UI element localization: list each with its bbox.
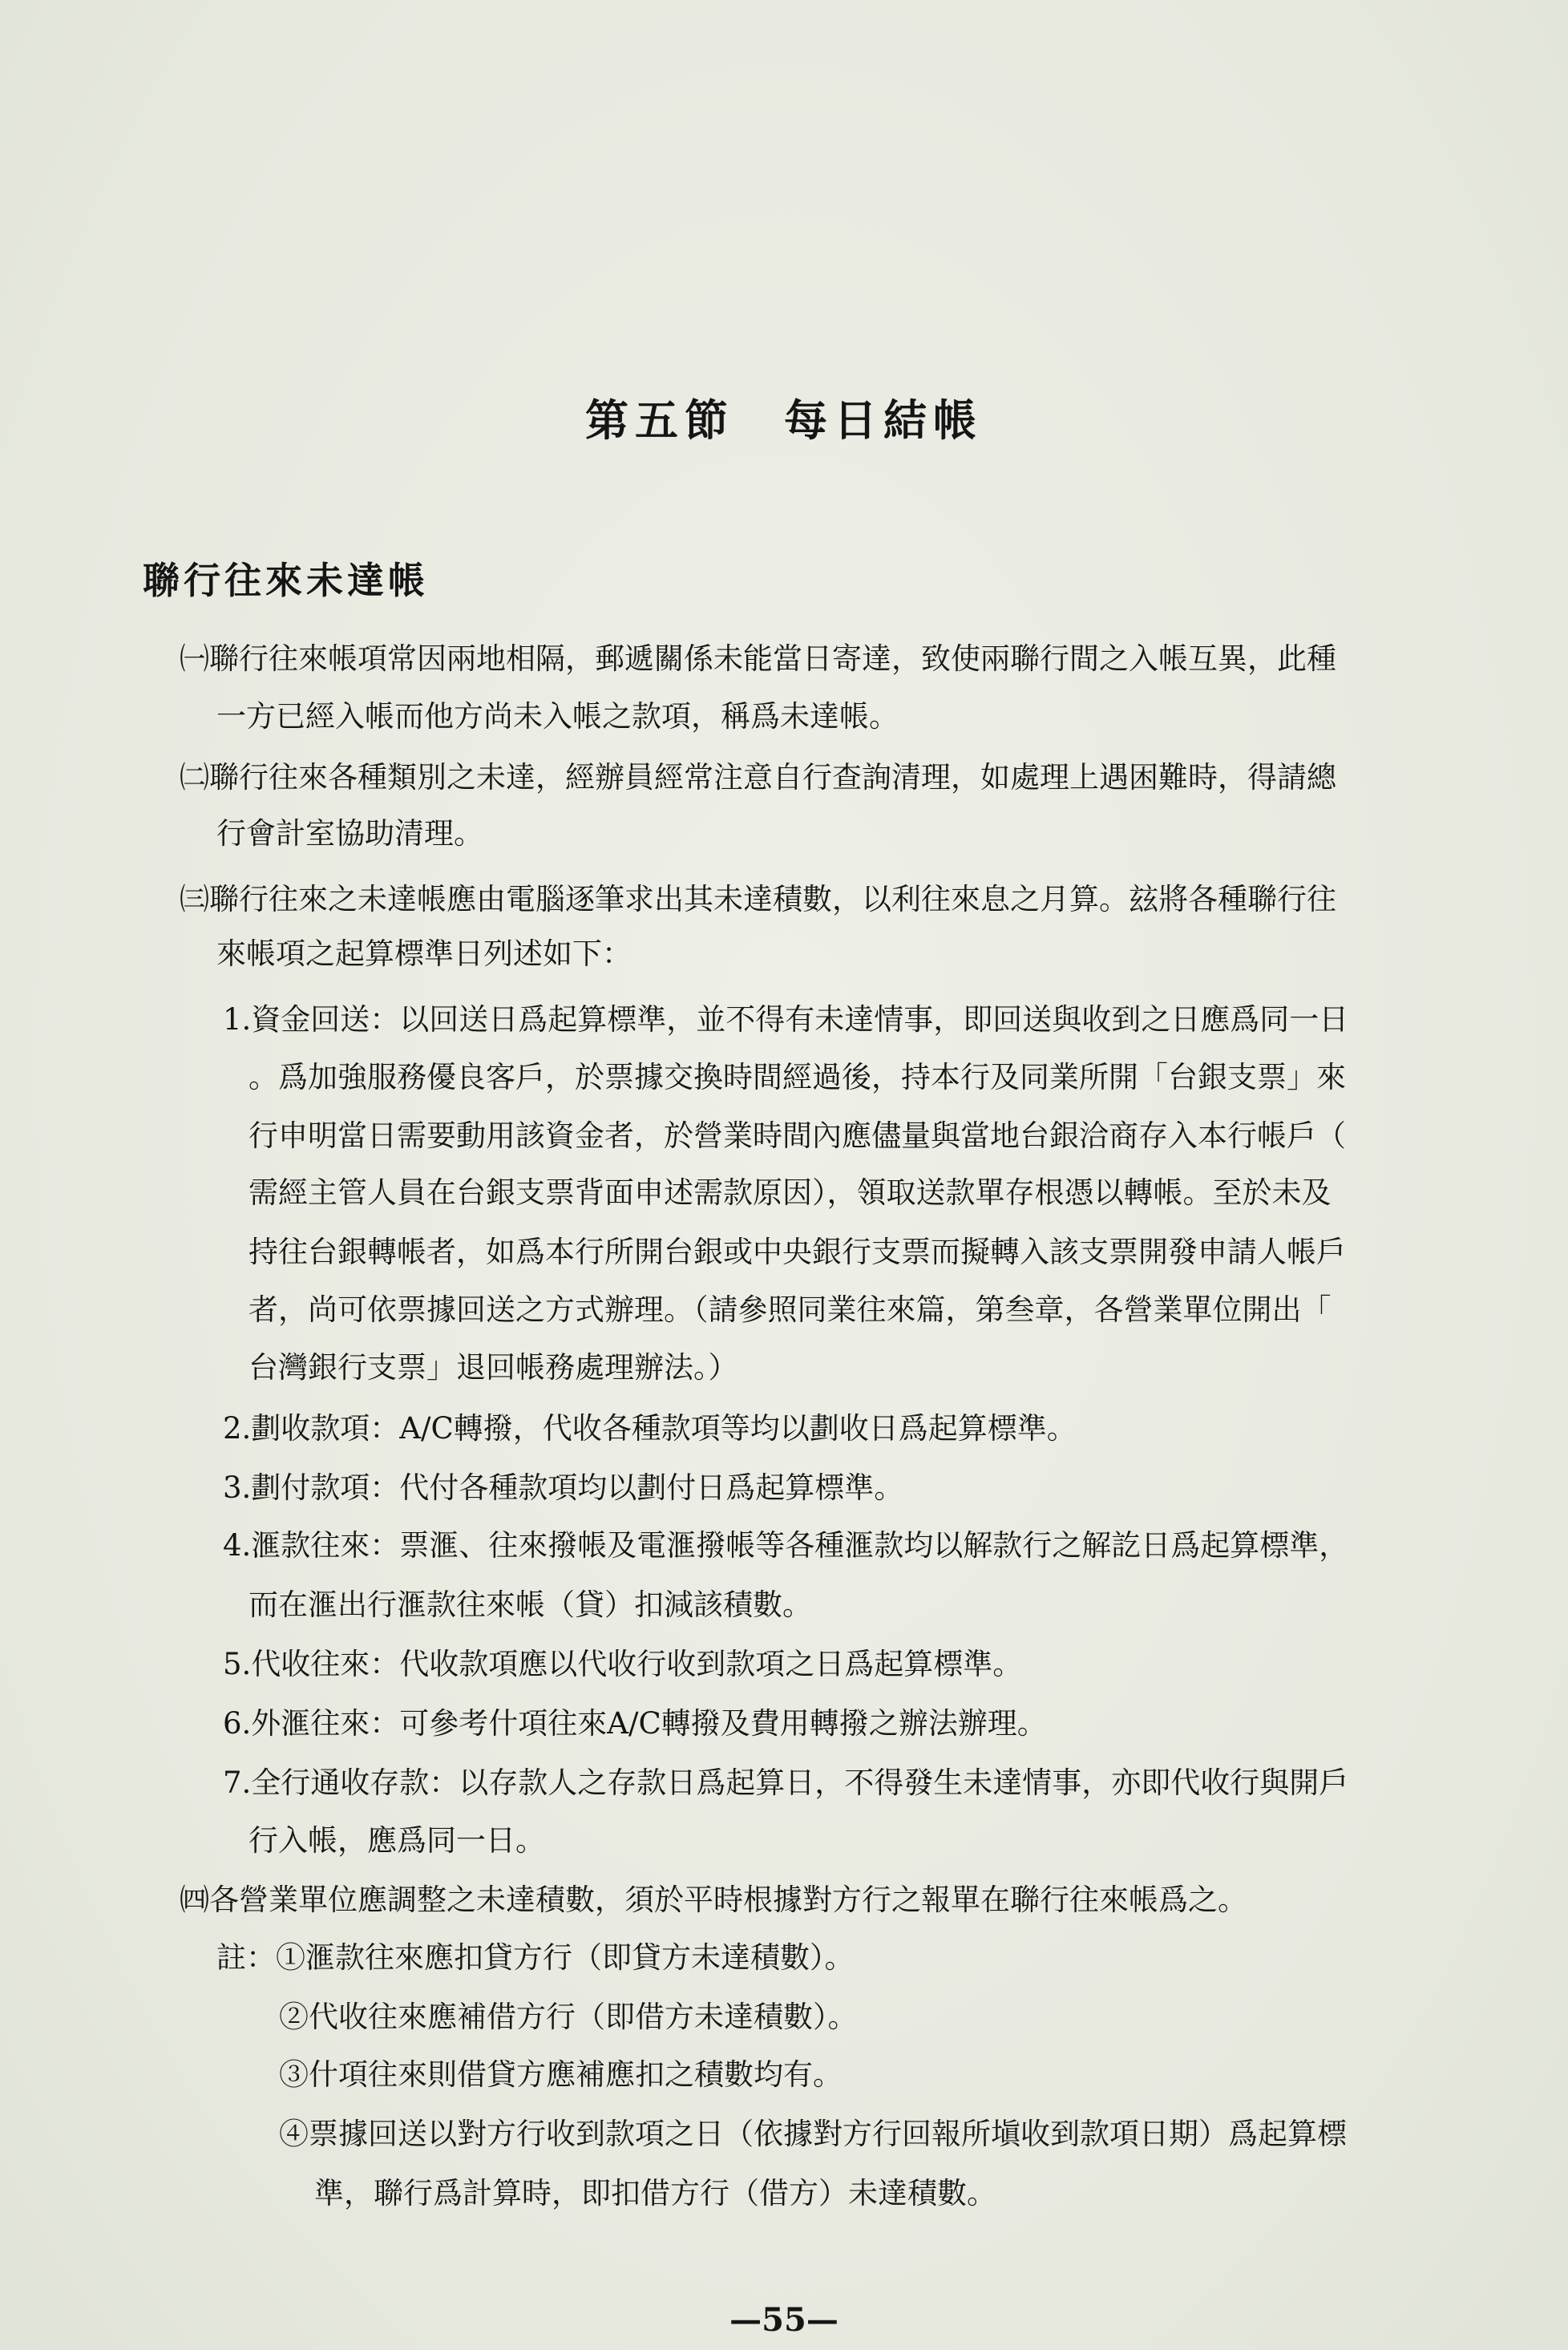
paragraph-3-line-1: ㈢聯行往來之未達帳應由電腦逐筆求出其未達積數，以利往來息之月算。玆將各種聯行往 xyxy=(180,882,1336,916)
item-7-line-1: 7.全行通收存款：以存款人之存款日爲起算日，不得發生未達情事，亦即代收行與開戶 xyxy=(223,1766,1349,1800)
item-1-line-1: 1.資金回送：以回送日爲起算標準，並不得有未達情事，即回送與收到之日應爲同一日 xyxy=(223,1002,1349,1037)
item-1-line-6: 者，尚可依票據回送之方式辦理。（請參照同業往來篇，第叁章，各營業單位開出「 xyxy=(249,1292,1332,1327)
note-4-line-1: ④票據回送以對方行收到款項之日（依據對方行回報所塡收到款項日期）爲起算標 xyxy=(279,2117,1347,2151)
item-7-line-2: 行入帳，應爲同一日。 xyxy=(249,1823,545,1858)
item-1-line-7: 台灣銀行支票」退回帳務處理辦法。） xyxy=(249,1350,738,1385)
item-1-line-2: 。爲加強服務優良客戶，於票據交換時間經過後，持本行及同業所開「台銀支票」來 xyxy=(249,1060,1346,1094)
note-2: ②代收往來應補借方行（即借方未達積數）。 xyxy=(279,2000,858,2034)
note-4-line-2: 準，聯行爲計算時，即扣借方行（借方）未達積數。 xyxy=(314,2176,996,2210)
item-4-line-2: 而在滙出行滙款往來帳（貸）扣減該積數。 xyxy=(249,1588,812,1622)
item-6: 6.外滙往來：可參考什項往來A/C轉撥及費用轉撥之辦法辦理。 xyxy=(223,1706,1047,1741)
subsection-title: 聯行往來未達帳 xyxy=(143,559,429,602)
item-4-line-1: 4.滙款往來：票滙、往來撥帳及電滙撥帳等各種滙款均以解款行之解訖日爲起算標準， xyxy=(223,1528,1349,1563)
section-title: 第五節 每日結帳 xyxy=(585,394,983,446)
paragraph-1-line-2: 一方已經入帳而他方尚未入帳之款項，稱爲未達帳。 xyxy=(216,699,899,734)
paragraph-2-line-1: ㈡聯行往來各種類別之未達，經辦員經常注意自行查詢清理，如處理上遇困難時，得請總 xyxy=(180,760,1336,795)
item-1-line-5: 持往台銀轉帳者，如爲本行所開台銀或中央銀行支票而擬轉入該支票開發申請人帳戶 xyxy=(249,1235,1346,1269)
page-number: —55— xyxy=(729,2301,839,2339)
item-2: 2.劃收款項：A/C轉撥，代收各種款項等均以劃收日爲起算標準。 xyxy=(223,1411,1077,1446)
paragraph-1-line-1: ㈠聯行往來帳項常因兩地相隔，郵遞關係未能當日寄達，致使兩聯行間之入帳互異，此種 xyxy=(180,641,1336,676)
paragraph-2-line-2: 行會計室協助清理。 xyxy=(216,816,483,851)
paragraph-4: ㈣各營業單位應調整之未達積數，須於平時根據對方行之報單在聯行往來帳爲之。 xyxy=(180,1883,1247,1917)
note-label-line: 註：①滙款往來應扣貸方行（即貸方未達積數）。 xyxy=(216,1940,855,1975)
item-1-line-4: 需經主管人員在台銀支票背面申述需款原因），領取送款單存根憑以轉帳。至於未及 xyxy=(249,1175,1332,1210)
paragraph-3-line-2: 來帳項之起算標準日列述如下： xyxy=(216,936,632,971)
item-3: 3.劃付款項：代付各種款項均以劃付日爲起算標準。 xyxy=(223,1470,904,1505)
note-3: ③什項往來則借貸方應補應扣之積數均有。 xyxy=(279,2057,843,2092)
item-5: 5.代收往來：代收款項應以代收行收到款項之日爲起算標準。 xyxy=(223,1647,1023,1681)
item-1-line-3: 行申明當日需要動用該資金者，於營業時間內應儘量與當地台銀洽商存入本行帳戶（ xyxy=(249,1118,1346,1153)
